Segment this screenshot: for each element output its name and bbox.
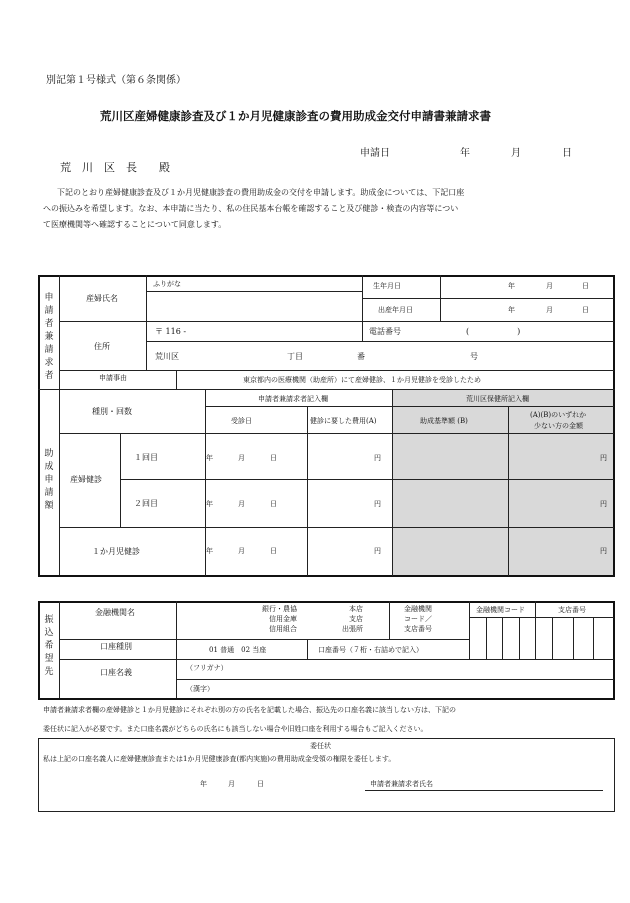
row2-month: 月 xyxy=(238,500,245,508)
row1-min-yen: 円 xyxy=(600,454,607,462)
exam-date-header: 受診日 xyxy=(231,417,252,425)
office-entry-header: 荒川区保健所記入欄 xyxy=(466,395,529,403)
first-visit-label: １回目 xyxy=(134,453,158,462)
reason-text: 東京都内の医療機関（助産所）にて産婦健診、１か月児健診を受診したため xyxy=(243,376,481,384)
row3-day: 日 xyxy=(270,547,277,555)
institution-types xyxy=(262,604,297,634)
applicant-entry-header: 申請者兼請求者記入欄 xyxy=(258,395,328,403)
row2-day: 日 xyxy=(270,500,277,508)
addressee: 荒 川 区 長 殿 xyxy=(60,161,170,174)
applicant-side-label: 申請者兼請求者 xyxy=(44,293,54,381)
holder-kanji-label: （漢字） xyxy=(186,685,214,693)
date-year: 年 xyxy=(460,148,470,159)
delivery-year: 年 xyxy=(508,306,515,314)
row2-year: 年 xyxy=(206,500,213,508)
birth-year: 年 xyxy=(508,282,515,290)
institution-label: 金融機関名 xyxy=(95,608,135,617)
proxy-title: 委任状 xyxy=(310,742,331,750)
intro-line-2: への振込みを希望します。なお、本申請に当たり、私の住民基本台帳を確認すること及び健診・検査の内容等につい xyxy=(43,204,459,213)
account-type-label: 口座種別 xyxy=(100,642,132,651)
maternal-exam-label: 産婦健診 xyxy=(70,475,102,484)
row3-cost-yen: 円 xyxy=(374,547,381,555)
branch-type-main: 本店 xyxy=(349,605,363,613)
form-number: 別記第１号様式（第６条関係） xyxy=(46,75,186,86)
note-line-2: 委任状に記入が必要です。また口座名義がどちらの氏名にも該当しない場合や旧姓口座を利用する場合もご記入ください。 xyxy=(43,725,428,733)
row1-year: 年 xyxy=(206,454,213,462)
reason-label: 申請事由 xyxy=(99,374,127,382)
mother-name-label: 産婦氏名 xyxy=(86,294,118,303)
standard-amount-header: 助成基準額 (B) xyxy=(420,417,468,425)
holder-kana-label: （フリガナ） xyxy=(186,664,228,672)
row1-cost-yen: 円 xyxy=(374,454,381,462)
birth-month: 月 xyxy=(546,282,553,290)
cost-header: 健診に要した費用(A) xyxy=(310,417,377,425)
min-amount-header-1: (A)(B)のいずれか xyxy=(530,411,587,419)
row2-cost-yen: 円 xyxy=(374,500,381,508)
code-label-group xyxy=(404,604,432,634)
bank-side-label: 振込希望先 xyxy=(44,615,54,677)
row2-min-yen: 円 xyxy=(600,500,607,508)
type-count-label: 種別・回数 xyxy=(92,407,132,416)
inst-type-kumiai: 信用組合 xyxy=(269,625,297,633)
code-label-3: 支店番号 xyxy=(404,625,432,633)
proxy-signature-label: 申請者兼請求者氏名 xyxy=(370,780,433,788)
date-label: 申請日 xyxy=(360,148,390,159)
row1-day: 日 xyxy=(270,454,277,462)
infant-exam-label: １か月児健診 xyxy=(92,547,140,556)
code-label-2: コード／ xyxy=(404,615,432,623)
note-line-1: 申請者兼請求者欄の産婦健診と１か月児健診にそれぞれ別の方の氏名を記載した場合、振込先の口座名義に該当しない方は、下記の xyxy=(43,706,456,714)
delivery-date-label: 出産年月日 xyxy=(378,306,413,314)
account-holder-label: 口座名義 xyxy=(100,668,132,677)
institution-code-header: 金融機関コード xyxy=(476,606,525,614)
intro-line-1: 下記のとおり産婦健康診査及び１か月児健康診査の費用助成金の交付を申請します。助成金については、下記口座 xyxy=(57,188,465,197)
row1-month: 月 xyxy=(238,454,245,462)
birth-date-label: 生年月日 xyxy=(373,282,401,290)
phone-field[interactable]: ( ) xyxy=(466,327,521,336)
signature-line[interactable] xyxy=(365,790,603,791)
second-visit-label: ２回目 xyxy=(134,499,158,508)
chome-label: 丁目 xyxy=(287,352,303,361)
inst-type-bank: 銀行・農協 xyxy=(262,605,297,613)
account-number-label: 口座番号（７桁・右詰めで記入） xyxy=(318,646,423,654)
ban-label: 番 xyxy=(357,352,365,361)
ward-name: 荒川区 xyxy=(155,352,179,361)
code-label-1: 金融機関 xyxy=(404,605,432,613)
date-day: 日 xyxy=(562,148,572,159)
branch-type-office: 出張所 xyxy=(342,625,363,633)
account-type-options[interactable]: 01 普通 02 当座 xyxy=(209,646,267,654)
proxy-month: 月 xyxy=(228,780,235,788)
birth-day: 日 xyxy=(582,282,589,290)
min-amount-header-2: 少ない方の金額 xyxy=(534,422,583,430)
branch-types xyxy=(342,604,363,634)
inst-type-shinkin: 信用金庫 xyxy=(269,615,297,623)
subsidy-side-label: 助成申請額 xyxy=(44,449,54,511)
row3-min-yen: 円 xyxy=(600,547,607,555)
intro-line-3: て医療機関等へ確認することについて同意します。 xyxy=(43,220,227,229)
date-month: 月 xyxy=(511,148,521,159)
page-title: 荒川区産婦健康診査及び１か月児健康診査の費用助成金交付申請書兼請求書 xyxy=(100,109,491,123)
proxy-day: 日 xyxy=(257,780,264,788)
furigana-label: ふりがな xyxy=(153,280,181,288)
delivery-month: 月 xyxy=(546,306,553,314)
mother-name-field[interactable] xyxy=(148,299,360,319)
proxy-text: 私は上記の口座名義人に産婦健康診査または1か月児健康診査(都内実施)の費用助成金受領の権限を委任します。 xyxy=(43,755,396,763)
address-label: 住所 xyxy=(94,342,110,351)
delivery-day: 日 xyxy=(582,306,589,314)
phone-label: 電話番号 xyxy=(369,327,401,336)
postal-code[interactable]: 〒 116 - xyxy=(155,327,187,336)
go-label: 号 xyxy=(470,352,478,361)
proxy-year: 年 xyxy=(200,780,207,788)
branch-type-branch: 支店 xyxy=(349,615,363,623)
branch-number-header: 支店番号 xyxy=(558,606,586,614)
row3-year: 年 xyxy=(206,547,213,555)
row3-month: 月 xyxy=(238,547,245,555)
